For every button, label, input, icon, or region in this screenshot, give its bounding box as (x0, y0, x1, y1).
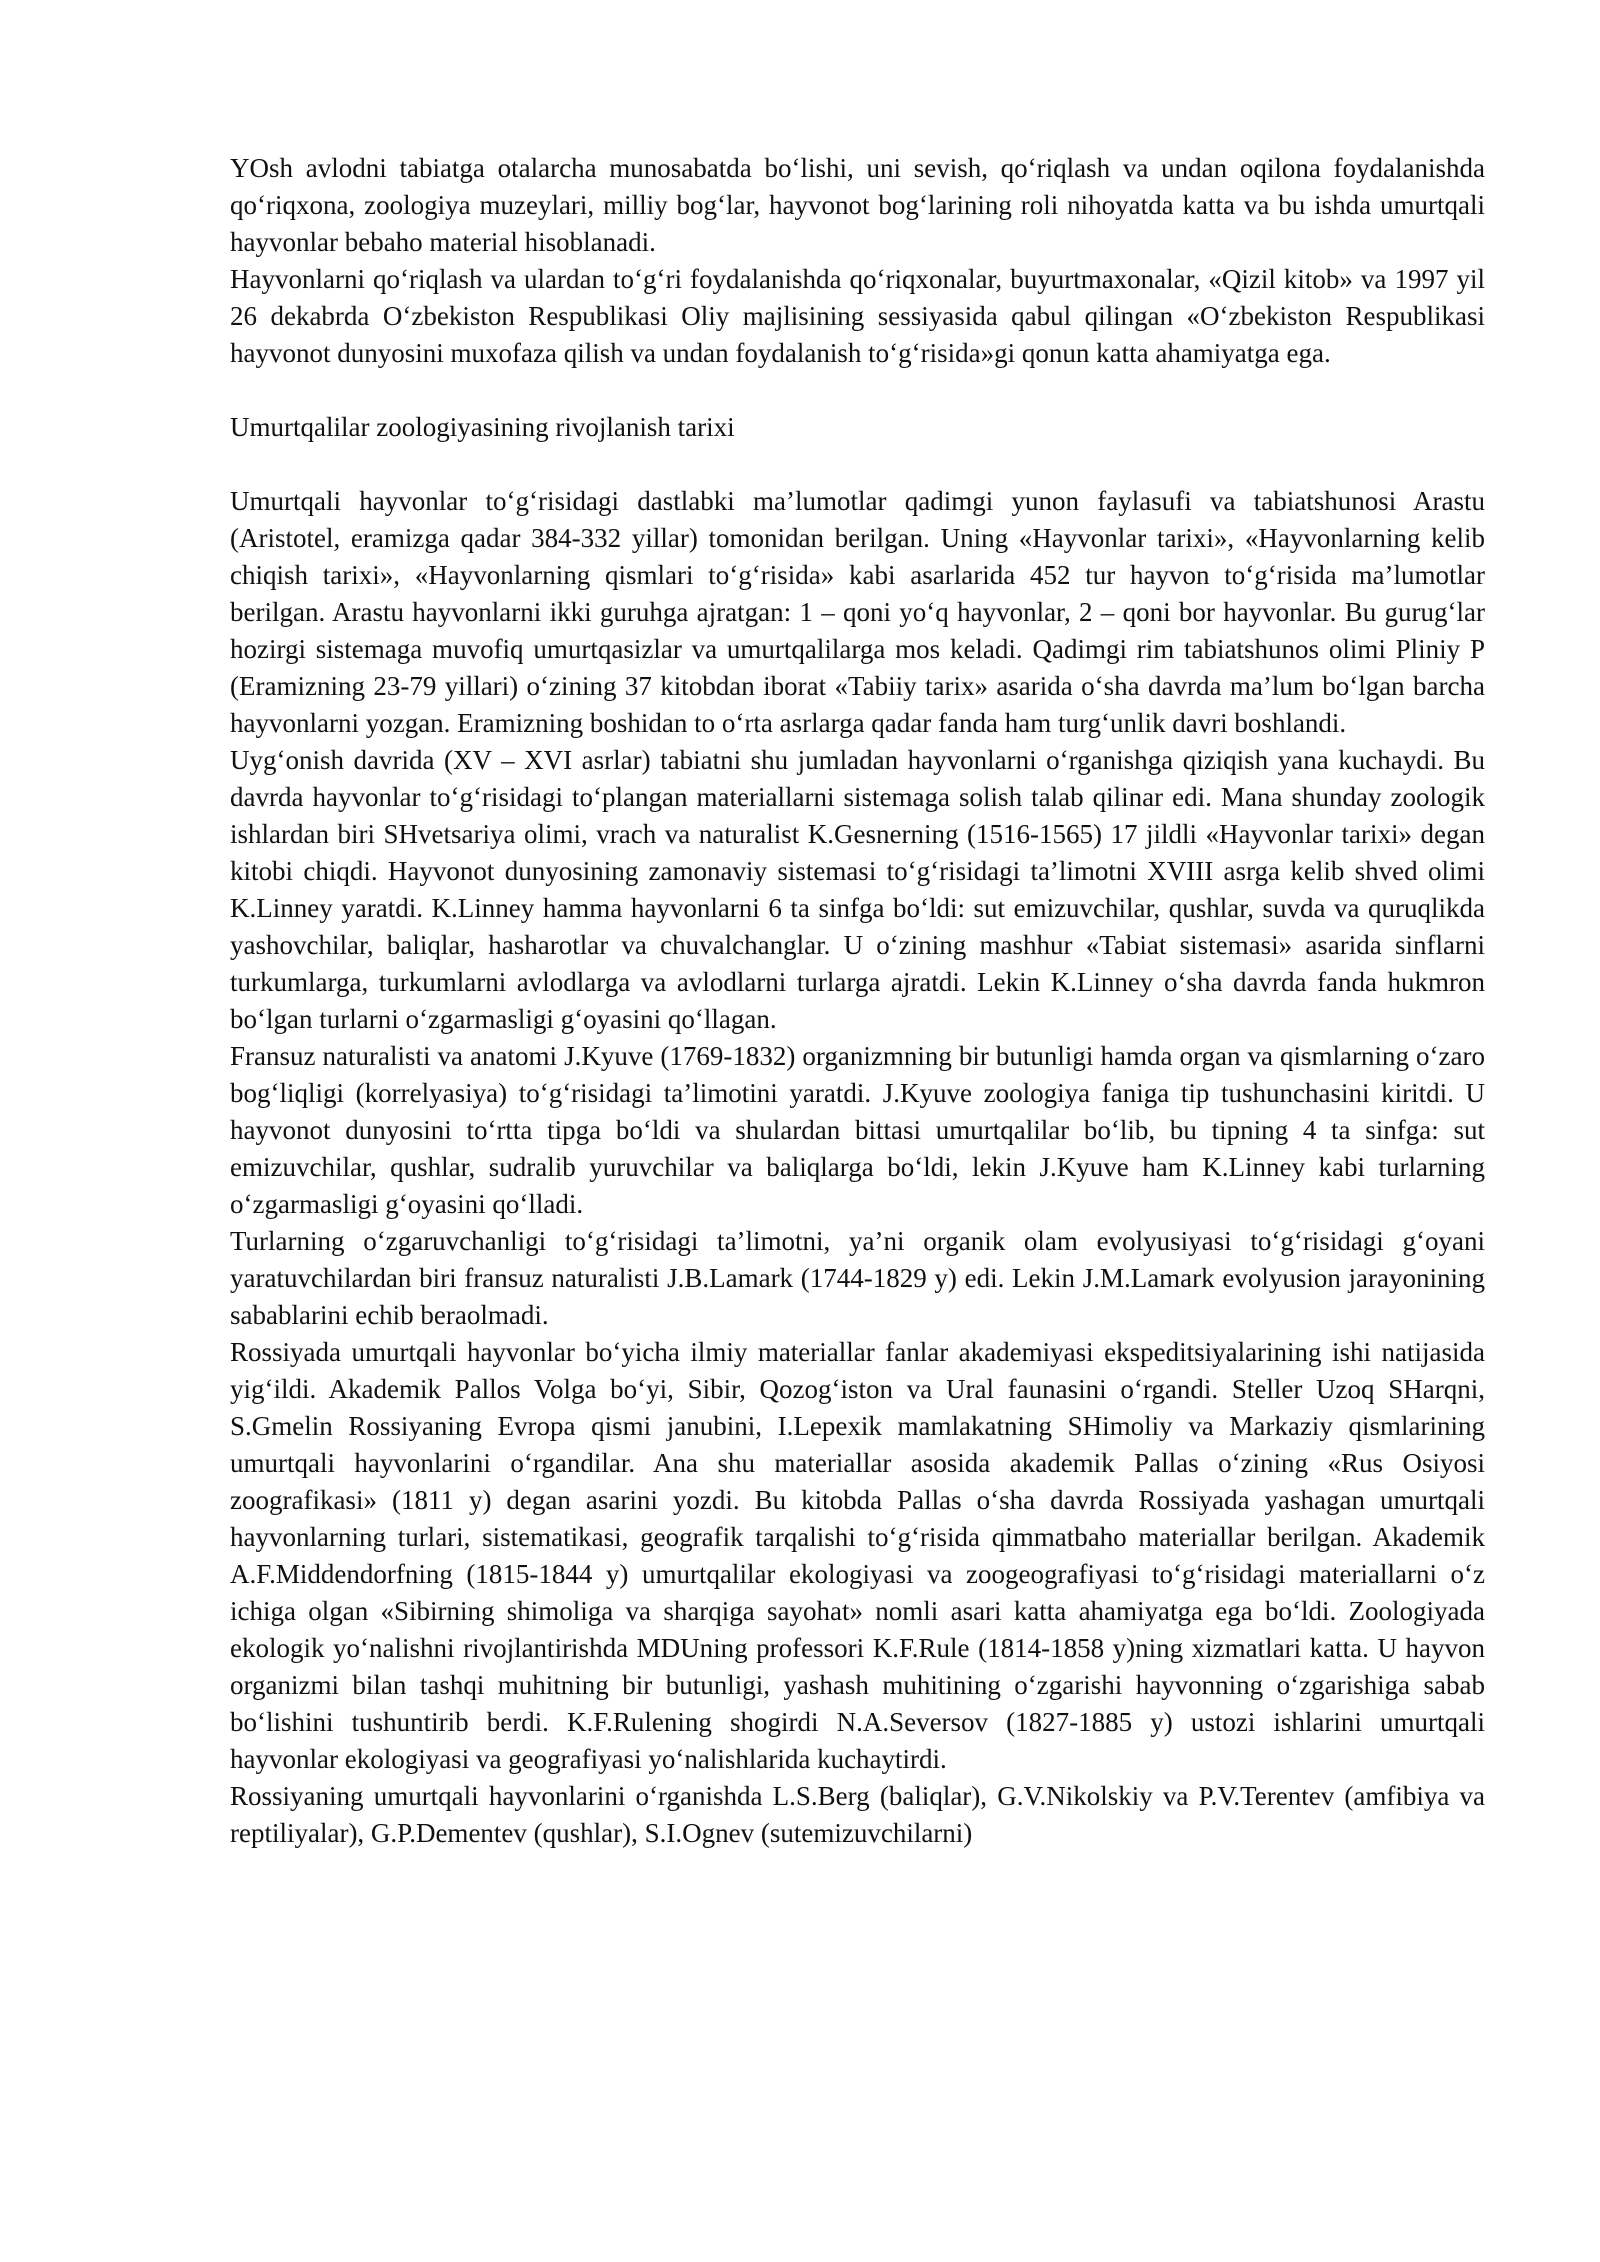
paragraph-arastu: Umurtqali hayvonlar to‘g‘risidagi dastlabki ma’lumotlar qadimgi yunon faylasufi va tabiatshunosi Arastu (Aristotel, eramizga qadar 384-332 yillar) tomonidan berilgan. Uning «Hayvonlar tarixi», «Hayvonlarning kelib chiqish tarixi», «Hayvonlarning qismlari to‘g‘risida» kabi asarlarida 452 tur hayvon to‘g‘risida ma’lumotlar berilgan. Arastu hayvonlarni ikki guruhga ajratgan: 1 – qoni yo‘q hayvonlar, 2 – qoni bor hayvonlar. Bu gurug‘lar hozirgi sistemaga muvofiq umurtqasizlar va umurtqalilarga mos keladi. Qadimgi rim tabiatshunos olimi Pliniy P (Eramizning 23-79 yillari) o‘zining 37 kitobdan iborat «Tabiiy tarix» asarida o‘sha davrda ma’lum bo‘lgan barcha hayvonlarni yozgan. Eramizning boshidan to o‘rta asrlarga qadar fanda ham turg‘unlik davri boshlandi. (230, 486, 1485, 738)
document-page (230, 150, 1485, 1852)
paragraph-russia: Rossiyada umurtqali hayvonlar bo‘yicha ilmiy materiallar fanlar akademiyasi ekspeditsiyalarining ishi natijasida yig‘ildi. Akademik Pallos Volga bo‘yi, Sibir, Qozog‘iston va Ural faunasini o‘rgandi. Steller Uzoq SHarqni, S.Gmelin Rossiyaning Evropa qismi janubini, I.Lepexik mamlakatning SHimoliy va Markaziy qismlarining umurtqali hayvonlarini o‘rgandilar. Ana shu materiallar asosida akademik Pallas o‘zining «Rus Osiyosi zoografikasi» (1811 y) degan asarini yozdi. Bu kitobda Pallas o‘sha davrda Rossiyada yashagan umurtqali hayvonlarning turlari, sistematikasi, geografik tarqalishi to‘g‘risida qimmatbaho materiallar berilgan. Akademik A.F.Middendorfning (1815-1844 y) umurtqalilar ekologiyasi va zoogeografiyasi to‘g‘risidagi materiallarni o‘z ichiga olgan «Sibirning shimoliga va sharqiga sayohat» nomli asari katta ahamiyatga ega bo‘ldi. Zoologiyada ekologik yo‘nalishni rivojlantirishda MDUning professori K.F.Rule (1814-1858 y)ning xizmatlari katta. U hayvon organizmi bilan tashqi muhitning bir butunligi, yashash muhitining o‘zgarishi hayvonning o‘zgarishiga sabab bo‘lishini tushuntirib berdi. K.F.Rulening shogirdi N.A.Seversov (1827-1885 y) ustozi ishlarini umurtqali hayvonlar ekologiyasi va geografiyasi yo‘nalishlarida kuchaytirdi. (230, 1337, 1485, 1774)
paragraph-kyuve: Fransuz naturalisti va anatomi J.Kyuve (1769-1832) organizmning bir butunligi hamda organ va qismlarning o‘zaro bog‘liqligi (korrelyasiya) to‘g‘risidagi ta’limotini yaratdi. J.Kyuve zoologiya faniga tip tushunchasini kiritdi. U hayvonot dunyosini to‘rtta tipga bo‘ldi va shulardan bittasi umurtqalilar bo‘lib, bu tipning 4 ta sinfga: sut emizuvchilar, qushlar, sudralib yuruvchilar va baliqlarga bo‘ldi, lekin J.Kyuve ham K.Linney kabi turlarning o‘zgarmasligi g‘oyasini qo‘lladi. (230, 1041, 1485, 1219)
paragraph-russia-scholars: Rossiyaning umurtqali hayvonlarini o‘rganishda L.S.Berg (baliqlar), G.V.Nikolskiy va P.V.Terentev (amfibiya va reptiliyalar), G.P.Dementev (qushlar), S.I.Ognev (sutemizuvchilarni) (230, 1781, 1485, 1848)
section-heading: Umurtqalilar zoologiyasining rivojlanish tarixi (230, 412, 735, 442)
paragraph-intro-1: YOsh avlodni tabiatga otalarcha munosabatda bo‘lishi, uni sevish, qo‘riqlash va undan oqilona foydalanishda qo‘riqxona, zoologiya muzeylari, milliy bog‘lar, hayvonot bog‘larining roli nihoyatda katta va bu ishda umurtqali hayvonlar bebaho material hisoblanadi. (230, 153, 1485, 257)
paragraph-renaissance: Uyg‘onish davrida (XV – XVI asrlar) tabiatni shu jumladan hayvonlarni o‘rganishga qiziqish yana kuchaydi. Bu davrda hayvonlar to‘g‘risidagi to‘plangan materiallarni sistemaga solish talab qilinar edi. Mana shunday zoologik ishlardan biri SHvetsariya olimi, vrach va naturalist K.Gesnerning (1516-1565) 17 jildli «Hayvonlar tarixi» degan kitobi chiqdi. Hayvonot dunyosining zamonaviy sistemasi to‘g‘risidagi ta’limotni XVIII asrga kelib shved olimi K.Linney yaratdi. K.Linney hamma hayvonlarni 6 ta sinfga bo‘ldi: sut emizuvchilar, qushlar, suvda va quruqlikda yashovchilar, baliqlar, hasharotlar va chuvalchanglar. U o‘zining mashhur «Tabiat sistemasi» asarida sinflarni turkumlarga, turkumlarni avlodlarga va avlodlarni turlarga ajratdi. Lekin K.Linney o‘sha davrda fanda hukmron bo‘lgan turlarni o‘zgarmasligi g‘oyasini qo‘llagan. (230, 745, 1485, 1034)
paragraph-lamark: Turlarning o‘zgaruvchanligi to‘g‘risidagi ta’limotni, ya’ni organik olam evolyusiyasi to‘g‘risidagi g‘oyani yaratuvchilardan biri fransuz naturalisti J.B.Lamark (1744-1829 y) edi. Lekin J.M.Lamark evolyusion jarayonining sabablarini echib beraolmadi. (230, 1226, 1485, 1330)
paragraph-intro-2: Hayvonlarni qo‘riqlash va ulardan to‘g‘ri foydalanishda qo‘riqxonalar, buyurtmaxonalar, «Qizil kitob» va 1997 yil 26 dekabrda O‘zbekiston Respublikasi Oliy majlisining sessiyasida qabul qilingan «O‘zbekiston Respublikasi hayvonot dunyosini muxofaza qilish va undan foydalanish to‘g‘risida»gi qonun katta ahamiyatga ega. (230, 264, 1485, 368)
